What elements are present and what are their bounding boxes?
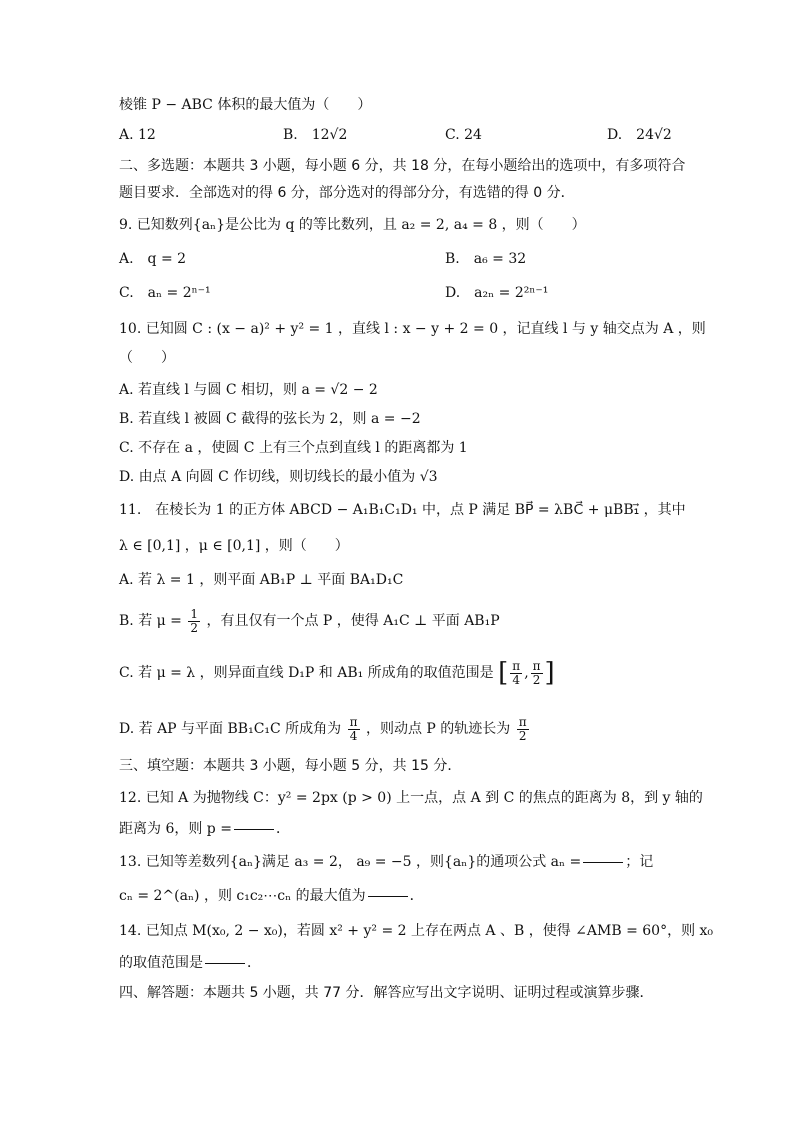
q8-option-c: C. 24 [445,127,482,143]
fraction-denominator: 4 [512,672,521,687]
q10-option-b: B. 若直线 l 被圆 C 截得的弦长为 2，则 a = −2 [119,411,421,427]
q13-line2-prefix: cₙ = 2^(aₙ) ，则 c₁c₂⋯cₙ 的最大值为 [119,888,366,904]
q14-line2 [119,954,261,972]
q8-stem: 棱锥 P − ABC 体积的最大值为（ ） [119,97,372,113]
fraction-pi-4 [348,716,360,743]
fraction-numerator: π [532,658,541,673]
q11-option-b [119,606,500,636]
fraction-denominator: 2 [518,728,527,743]
q11-option-c-prefix: C. 若 μ = λ ，则异面直线 D₁P 和 AB₁ 所成角的取值范围是 [119,665,494,681]
fraction-denominator: 2 [532,672,541,687]
section2-heading-line1: 二、多选题：本题共 3 小题，每小题 6 分，共 18 分，在每小题给出的选项中，有多项符合 [119,158,686,174]
q9-stem: 9. 已知数列{aₙ}是公比为 q 的等比数列，且 a₂ = 2, a₄ = 8 ，则（ ） [119,217,586,233]
q10-option-c: C. 不存在 a ，使圆 C 上有三个点到直线 l 的距离都为 1 [119,440,468,456]
q8-option-b: B. 12√2 [283,127,348,143]
q10-option-d: D. 由点 A 向圆 C 作切线，则切线长的最小值为 √3 [119,469,438,485]
q12-line2-prefix: 距离为 6，则 p = [119,821,232,837]
q9-option-c: C. aₙ = 2ⁿ⁻¹ [119,285,211,301]
q10-stem-cont: （ ） [119,350,175,366]
q12-line1: 12. 已知 A 为抛物线 C：y² = 2px (p > 0) 上一点，点 A 到 C 的焦点的距离为 8，到 y 轴的 [119,790,703,806]
q11-stem-cont: λ ∈ [0,1] ，μ ∈ [0,1] ，则（ ） [119,538,349,554]
answer-blank[interactable] [583,862,623,863]
q10-option-a: A. 若直线 l 与圆 C 相切，则 a = √2 − 2 [119,382,378,398]
q10-stem: 10. 已知圆 C : (x − a)² + y² = 1 ，直线 l : x − y + 2 = 0 ，记直线 l 与 y 轴交点为 A ，则 [119,321,706,337]
q11-option-b-suffix: ，有且仅有一个点 P ，使得 A₁C ⊥ 平面 AB₁P [206,613,500,629]
q14-line2-prefix: 的取值范围是 [119,955,203,971]
q13-line1-suffix: ；记 [625,854,654,870]
q11-stem: 11. 在棱长为 1 的正方体 ABCD − A₁B₁C₁D₁ 中，点 P 满足 BP⃗ = λBC⃗ + μBB₁⃗ ，其中 [119,502,686,518]
q8-option-d: D. 24√2 [607,127,672,143]
q13-line2-suffix: ． [409,888,424,904]
fraction-numerator: π [512,658,521,673]
q13-line1 [119,853,653,871]
q13-line1-prefix: 13. 已知等差数列{aₙ}满足 a₃ = 2， a₉ = −5 ，则{aₙ}的通项公式 aₙ = [119,854,582,870]
fraction-pi-2 [517,716,529,743]
fraction-pi-4 [510,660,522,687]
answer-blank[interactable] [234,829,274,830]
q11-option-a: A. 若 λ = 1 ，则平面 AB₁P ⊥ 平面 BA₁D₁C [119,572,404,588]
answer-blank[interactable] [205,963,245,964]
q11-option-c: C. 若 μ = λ ，则异面直线 D₁P 和 AB₁ 所成角的取值范围是 [ $\frac{\pi}{4}$ , $\frac{\pi}{2}$ ] [119,658,555,688]
answer-blank[interactable] [368,896,408,897]
fraction-one-half [188,608,200,635]
right-bracket: ] [544,658,555,688]
q9-option-d: D. a₂ₙ = 2²ⁿ⁻¹ [445,285,549,301]
fraction-numerator: π [518,714,527,729]
fraction-denominator: 2 [190,620,199,635]
q9-option-a: A. q = 2 [119,251,187,267]
q9-option-b: B. a₆ = 32 [445,251,527,267]
fraction-denominator: 4 [349,728,358,743]
section4-heading: 四、解答题：本题共 5 小题，共 77 分．解答应写出文字说明、证明过程或演算步骤． [119,985,654,1001]
q12-line2 [119,820,290,838]
q13-line2 [119,887,424,905]
q11-option-d-prefix: D. 若 AP 与平面 BB₁C₁C 所成角为 [119,721,342,737]
q11-option-b-prefix: B. 若 μ = [119,613,182,629]
section2-heading-line2: 题目要求．全部选对的得 6 分，部分选对的得部分分，有选错的得 0 分． [119,185,575,201]
section3-heading: 三、填空题：本题共 3 小题，每小题 5 分，共 15 分． [119,758,462,774]
fraction-numerator: 1 [190,606,199,621]
left-bracket: [ [498,658,509,688]
q11-option-d-middle: ，则动点 P 的轨迹长为 [365,721,511,737]
q12-line2-suffix: ． [275,821,290,837]
fraction-numerator: π [349,714,358,729]
q8-option-a: A. 12 [119,127,156,143]
fraction-pi-2 [531,660,543,687]
q14-line1: 14. 已知点 M(x₀, 2 − x₀)，若圆 x² + y² = 2 上存在两点 A 、B ，使得 ∠AMB = 60°，则 x₀ [119,923,714,939]
q11-option-d [119,712,531,746]
q14-line2-suffix: ． [247,955,261,971]
